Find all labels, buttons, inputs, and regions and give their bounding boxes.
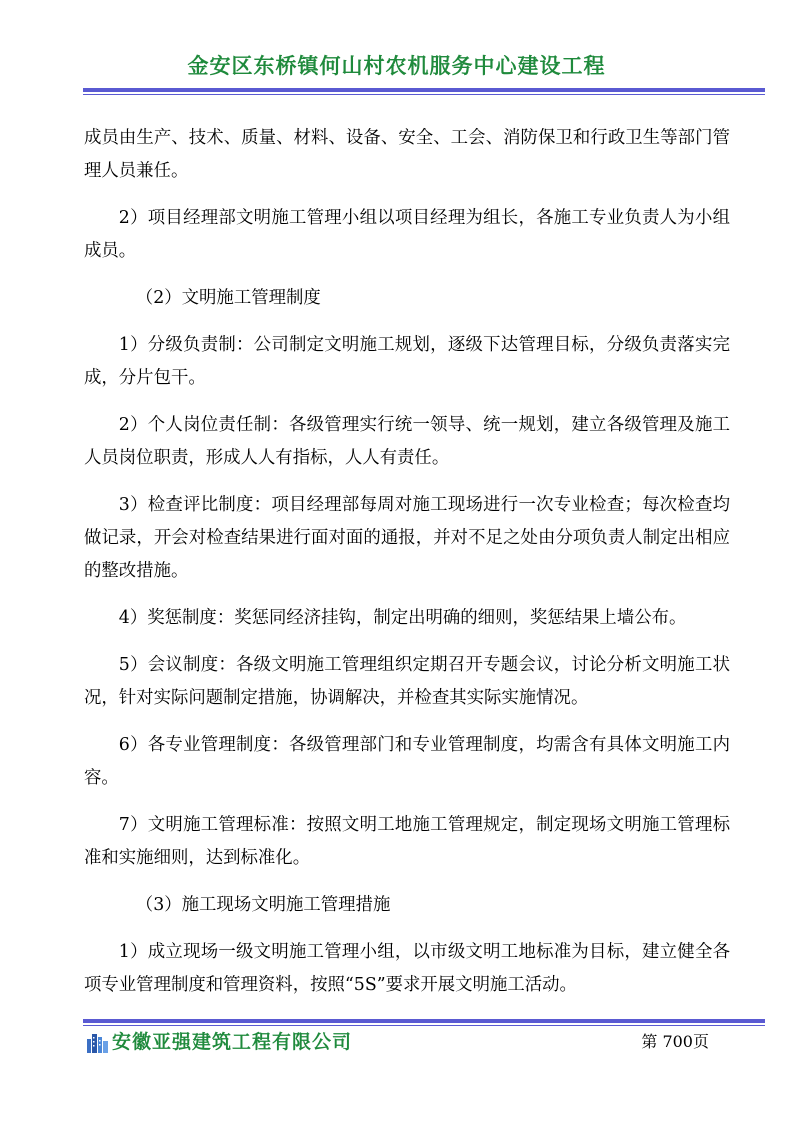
footer-company-name: 安徽亚强建筑工程有限公司 [112, 1031, 353, 1053]
header-rule-thin [83, 94, 765, 95]
footer-rule-thick [83, 1019, 765, 1023]
paragraph: 2）项目经理部文明施工管理小组以项目经理为组长，各施工专业负责人为小组成员。 [84, 208, 730, 261]
paragraph: 1）成立现场一级文明施工管理小组，以市级文明工地标准为目标，建立健全各项专业管理制度和管理资料，按照“5S”要求开展文明施工活动。 [84, 942, 730, 995]
section-heading: （3）施工现场文明施工管理措施 [135, 895, 391, 915]
paragraph: 成员由生产、技术、质量、材料、设备、安全、工会、消防保卫和行政卫生等部门管理人员兼任。 [84, 128, 730, 181]
paragraph: 4）奖惩制度：奖惩同经济挂钩，制定出明确的细则，奖惩结果上墙公布。 [118, 608, 687, 628]
header-title: 金安区东桥镇何山村农机服务中心建设工程 [187, 54, 606, 78]
page-number: 第 700页 [641, 1032, 709, 1051]
building-logo-icon [86, 1031, 110, 1053]
paragraph: 6）各专业管理制度：各级管理部门和专业管理制度，均需含有具体文明施工内容。 [84, 735, 730, 788]
paragraph: 2）个人岗位责任制：各级管理实行统一领导、统一规划，建立各级管理及施工人员岗位职责，形成人人有指标，人人有责任。 [84, 415, 730, 468]
document-body [84, 122, 730, 1016]
paragraph: 3）检查评比制度：项目经理部每周对施工现场进行一次专业检查；每次检查均做记录，开会对检查结果进行面对面的通报，并对不足之处由分项负责人制定出相应的整改措施。 [84, 495, 730, 581]
section-heading: （2）文明施工管理制度 [135, 288, 321, 308]
paragraph: 5）会议制度：各级文明施工管理组织定期召开专题会议，讨论分析文明施工状况，针对实际问题制定措施，协调解决，并检查其实际实施情况。 [84, 655, 730, 708]
header-rule-thick [83, 88, 765, 92]
paragraph: 1）分级负责制：公司制定文明施工规划，逐级下达管理目标，分级负责落实完成，分片包干。 [84, 335, 730, 388]
footer-rule-thin [83, 1025, 765, 1026]
paragraph: 7）文明施工管理标准：按照文明工地施工管理规定，制定现场文明施工管理标准和实施细则，达到标准化。 [84, 815, 730, 868]
